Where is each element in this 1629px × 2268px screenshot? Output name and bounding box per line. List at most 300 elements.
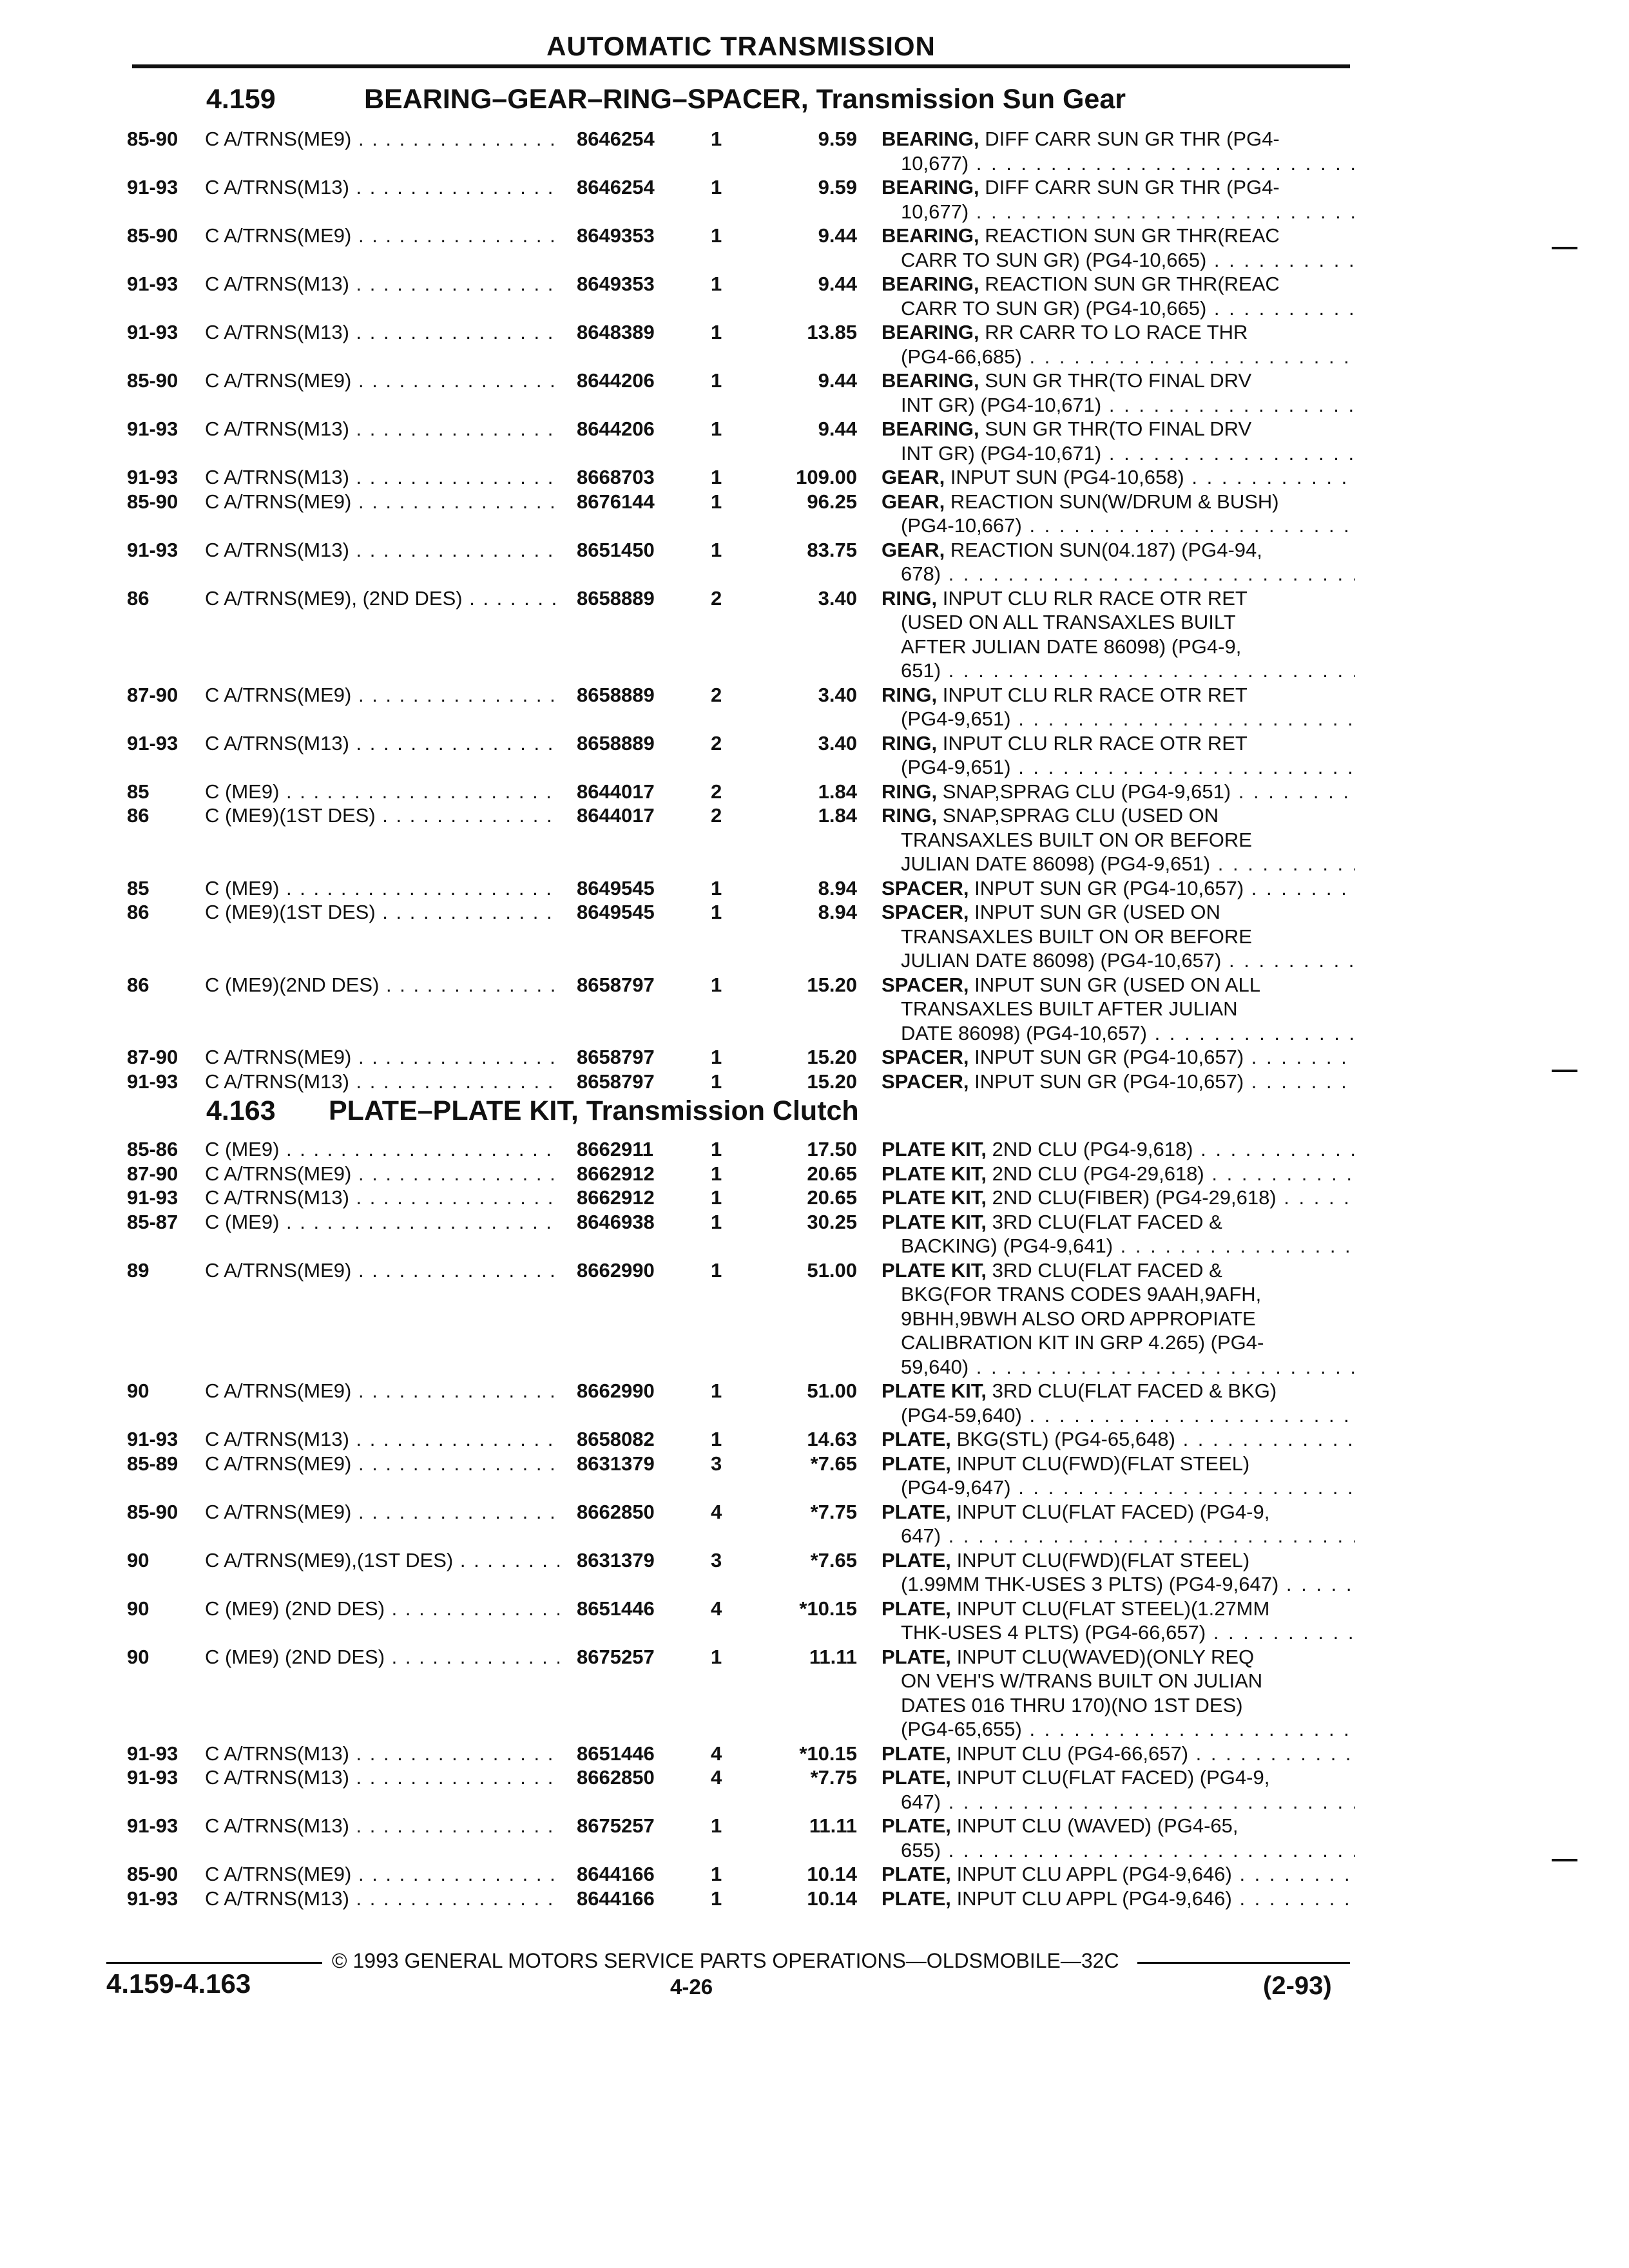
model-years: 85 xyxy=(127,780,149,803)
part-description xyxy=(882,1379,1355,1427)
description-text: INT GR) (PG4-10,671) xyxy=(901,393,1102,416)
usage-code: C (ME9) . . . xyxy=(205,1137,559,1162)
quantity: 1 xyxy=(711,1863,722,1885)
part-name: BEARING, xyxy=(882,273,979,295)
description-text: INPUT CLU APPL (PG4-9,646) xyxy=(956,1887,1232,1910)
part-description xyxy=(882,1427,1355,1452)
usage-code: C A/TRNS(M13) . . . xyxy=(205,1887,559,1911)
description-line xyxy=(882,1717,1355,1742)
description-text: INPUT CLU (PG4-66,657) xyxy=(956,1742,1189,1765)
description-text: (PG4-10,667) xyxy=(901,514,1022,537)
unit-price: 9.44 xyxy=(818,418,857,440)
part-name: RING, xyxy=(882,683,938,706)
description-text: 647) xyxy=(901,1790,941,1813)
description-text: INPUT CLU(FWD)(FLAT STEEL) xyxy=(956,1452,1250,1475)
description-line xyxy=(882,296,1355,321)
quantity: 1 xyxy=(711,1210,722,1233)
part-number: 8646254 xyxy=(577,128,655,150)
part-description xyxy=(882,780,1355,804)
part-description xyxy=(882,320,1355,369)
description-line xyxy=(882,828,1355,852)
part-name: RING, xyxy=(882,804,938,827)
part-name: PLATE, xyxy=(882,1500,951,1523)
quantity: 3 xyxy=(711,1548,722,1571)
part-number: 8662911 xyxy=(577,1138,653,1160)
part-name: PLATE KIT, xyxy=(882,1210,987,1233)
model-years: 91-93 xyxy=(127,321,178,343)
model-years: 85 xyxy=(127,876,149,899)
unit-price: 9.59 xyxy=(818,176,857,198)
unit-price: 109.00 xyxy=(796,466,857,488)
unit-price: 15.20 xyxy=(807,973,857,996)
model-years: 91-93 xyxy=(127,1070,178,1093)
part-name: BEARING, xyxy=(882,128,979,150)
description-line xyxy=(882,1307,1355,1331)
part-number: 8658797 xyxy=(577,973,655,996)
description-line xyxy=(882,900,1355,925)
description-line xyxy=(882,1210,1355,1235)
quantity: 1 xyxy=(711,1379,722,1402)
description-line xyxy=(882,465,1355,490)
description-text: 3RD CLU(FLAT FACED & BKG) xyxy=(992,1379,1277,1402)
description-line xyxy=(882,1790,1355,1814)
model-years: 85-89 xyxy=(127,1452,178,1475)
description-text: DIFF CARR SUN GR THR (PG4- xyxy=(985,176,1280,198)
unit-price: 83.75 xyxy=(807,538,857,561)
description-text: (PG4-9,651) xyxy=(901,756,1011,778)
part-number: 8644166 xyxy=(577,1863,655,1885)
unit-price: 9.59 xyxy=(818,128,857,150)
usage-code: C A/TRNS(ME9) . . . xyxy=(205,490,559,514)
usage-code: C A/TRNS(ME9) . . . xyxy=(205,369,559,393)
part-description xyxy=(882,1186,1355,1210)
quantity: 1 xyxy=(711,176,722,198)
unit-price: *10.15 xyxy=(799,1742,857,1765)
quantity: 1 xyxy=(711,538,722,561)
quantity: 2 xyxy=(711,731,722,754)
description-text: (PG4-9,651) xyxy=(901,707,1011,730)
model-years: 91-93 xyxy=(127,1428,178,1450)
copyright-notice: © 1993 GENERAL MOTORS SERVICE PARTS OPERATIONS—OLDSMOBILE—32C xyxy=(332,1949,1119,1972)
description-text: INPUT CLU(FLAT STEEL)(1.27MM xyxy=(956,1597,1270,1620)
part-name: GEAR, xyxy=(882,466,945,488)
usage-code: C A/TRNS(ME9) . . . xyxy=(205,683,559,707)
description-text: 651) xyxy=(901,659,941,682)
part-name: GEAR, xyxy=(882,490,945,513)
model-years: 91-93 xyxy=(127,1887,178,1910)
part-description xyxy=(882,1500,1355,1548)
description-line xyxy=(882,393,1355,418)
usage-code: C A/TRNS(ME9) . . . xyxy=(205,1500,559,1524)
quantity: 2 xyxy=(711,780,722,803)
usage-code: C A/TRNS(ME9), (2ND DES) . . . xyxy=(205,586,559,611)
description-line xyxy=(882,1427,1355,1452)
description-line xyxy=(882,1186,1355,1210)
quantity: 1 xyxy=(711,1428,722,1450)
description-text: INPUT SUN GR (PG4-10,657) xyxy=(974,1070,1244,1093)
part-number: 8658889 xyxy=(577,731,655,754)
description-text: (PG4-9,647) xyxy=(901,1476,1011,1499)
quantity: 1 xyxy=(711,1814,722,1837)
description-line xyxy=(882,1742,1355,1766)
part-description xyxy=(882,1742,1355,1766)
part-number: 8658797 xyxy=(577,1046,655,1068)
description-line xyxy=(882,658,1355,683)
part-name: PLATE, xyxy=(882,1597,951,1620)
description-text: 10,677) xyxy=(901,200,969,223)
description-text: 678) xyxy=(901,562,941,585)
part-name: BEARING, xyxy=(882,176,979,198)
section-range: 4.159-4.163 xyxy=(106,1968,251,1999)
model-years: 90 xyxy=(127,1597,149,1620)
part-number: 8649353 xyxy=(577,273,655,295)
usage-code: C A/TRNS(ME9),(1ST DES) . . . xyxy=(205,1548,559,1573)
description-line xyxy=(882,127,1355,151)
model-years: 85-86 xyxy=(127,1138,178,1160)
description-text: 2ND CLU (PG4-29,618) xyxy=(992,1162,1204,1185)
description-line xyxy=(882,1862,1355,1887)
model-years: 87-90 xyxy=(127,1046,178,1068)
part-name: PLATE KIT, xyxy=(882,1186,987,1209)
description-text: AFTER JULIAN DATE 86098) (PG4-9, xyxy=(901,635,1242,658)
description-text: SUN GR THR(TO FINAL DRV xyxy=(985,418,1252,440)
description-line xyxy=(882,1379,1355,1403)
description-text: REACTION SUN(W/DRUM & BUSH) xyxy=(950,490,1279,513)
quantity: 1 xyxy=(711,1070,722,1093)
description-text: INPUT SUN (PG4-10,658) xyxy=(950,466,1184,488)
page-number: 4-26 xyxy=(670,1975,713,1999)
unit-price: 11.11 xyxy=(809,1645,857,1668)
part-description xyxy=(882,683,1355,731)
part-description xyxy=(882,490,1355,538)
model-years: 85-90 xyxy=(127,1863,178,1885)
unit-price: 51.00 xyxy=(807,1379,857,1402)
description-text: INPUT SUN GR (PG4-10,657) xyxy=(974,876,1244,899)
description-text: SNAP,SPRAG CLU (PG4-9,651) xyxy=(942,780,1231,803)
description-line xyxy=(882,1258,1355,1283)
unit-price: 51.00 xyxy=(807,1258,857,1282)
description-text: INPUT SUN GR (USED ON ALL xyxy=(974,973,1260,996)
footer-rule-right xyxy=(1137,1962,1350,1964)
quantity: 1 xyxy=(711,901,722,923)
description-text: REACTION SUN(04.187) (PG4-94, xyxy=(950,538,1262,561)
description-line xyxy=(882,417,1355,441)
description-text: (PG4-66,685) xyxy=(901,345,1022,368)
part-description xyxy=(882,803,1355,876)
description-text: REACTION SUN GR THR(REAC xyxy=(985,224,1280,247)
part-description xyxy=(882,1597,1355,1645)
quantity: 1 xyxy=(711,418,722,440)
quantity: 4 xyxy=(711,1742,722,1765)
part-name: PLATE, xyxy=(882,1548,951,1571)
part-name: PLATE KIT, xyxy=(882,1379,987,1402)
description-text: TRANSAXLES BUILT ON OR BEFORE xyxy=(901,828,1252,851)
quantity: 2 xyxy=(711,804,722,827)
usage-code: C A/TRNS(ME9) . . . xyxy=(205,127,559,151)
model-years: 90 xyxy=(127,1548,149,1571)
unit-price: 10.14 xyxy=(807,1887,857,1910)
description-line xyxy=(882,175,1355,200)
part-number: 8644017 xyxy=(577,804,655,827)
description-line xyxy=(882,1645,1355,1669)
description-text: CALIBRATION KIT IN GRP 4.265) (PG4- xyxy=(901,1331,1264,1354)
usage-code: C (ME9)(2ND DES) . . . xyxy=(205,973,559,997)
usage-code: C A/TRNS(ME9) . . . xyxy=(205,1162,559,1186)
quantity: 1 xyxy=(711,273,722,295)
part-number: 8651446 xyxy=(577,1597,655,1620)
usage-code: C A/TRNS(ME9) . . . xyxy=(205,224,559,248)
part-number: 8644017 xyxy=(577,780,655,803)
part-description xyxy=(882,1862,1355,1887)
usage-code: C A/TRNS(M13) . . . xyxy=(205,320,559,345)
description-line xyxy=(882,610,1355,635)
part-description xyxy=(882,224,1355,272)
description-text: INPUT CLU RLR RACE OTR RET xyxy=(942,731,1248,754)
description-text: DATES 016 THRU 170)(NO 1ST DES) xyxy=(901,1693,1243,1716)
model-years: 91-93 xyxy=(127,273,178,295)
usage-code: C A/TRNS(M13) . . . xyxy=(205,417,559,441)
description-text: INPUT CLU(FLAT FACED) (PG4-9, xyxy=(956,1766,1270,1789)
part-number: 8662912 xyxy=(577,1162,655,1185)
quantity: 1 xyxy=(711,1162,722,1185)
part-description xyxy=(882,538,1355,586)
part-name: SPACER, xyxy=(882,1046,969,1068)
model-years: 91-93 xyxy=(127,418,178,440)
running-header: AUTOMATIC TRANSMISSION xyxy=(546,31,936,61)
description-line xyxy=(882,1475,1355,1500)
description-line xyxy=(882,151,1355,176)
description-text: 3RD CLU(FLAT FACED & xyxy=(992,1258,1222,1282)
description-line xyxy=(882,1282,1355,1307)
part-number: 8662990 xyxy=(577,1379,655,1402)
part-name: PLATE, xyxy=(882,1645,951,1668)
description-line xyxy=(882,731,1355,756)
model-years: 90 xyxy=(127,1645,149,1668)
part-number: 8644166 xyxy=(577,1887,655,1910)
description-line xyxy=(882,441,1355,466)
model-years: 86 xyxy=(127,973,149,996)
description-text: 59,640) xyxy=(901,1355,969,1378)
quantity: 1 xyxy=(711,466,722,488)
part-name: PLATE, xyxy=(882,1742,951,1765)
quantity: 1 xyxy=(711,224,722,247)
description-line xyxy=(882,1162,1355,1186)
description-text: REACTION SUN GR THR(REAC xyxy=(985,273,1280,295)
description-text: TRANSAXLES BUILT ON OR BEFORE xyxy=(901,925,1252,948)
part-name: BEARING, xyxy=(882,369,979,392)
description-line xyxy=(882,707,1355,731)
usage-code: C A/TRNS(M13) . . . xyxy=(205,1070,559,1094)
unit-price: 15.20 xyxy=(807,1070,857,1093)
description-text: INPUT CLU APPL (PG4-9,646) xyxy=(956,1863,1232,1885)
header-rule xyxy=(132,64,1350,68)
part-name: SPACER, xyxy=(882,1070,969,1093)
part-description xyxy=(882,417,1355,465)
description-line xyxy=(882,997,1355,1021)
description-text: RR CARR TO LO RACE THR xyxy=(985,321,1248,343)
description-line xyxy=(882,1838,1355,1863)
model-years: 85-90 xyxy=(127,128,178,150)
quantity: 1 xyxy=(711,876,722,899)
description-line xyxy=(882,248,1355,273)
description-text: ON VEH'S W/TRANS BUILT ON JULIAN xyxy=(901,1669,1263,1692)
description-text: CARR TO SUN GR) (PG4-10,665) xyxy=(901,296,1207,320)
quantity: 1 xyxy=(711,369,722,392)
part-description xyxy=(882,272,1355,320)
usage-code: C A/TRNS(M13) . . . xyxy=(205,1427,559,1452)
description-line xyxy=(882,538,1355,562)
unit-price: 15.20 xyxy=(807,1046,857,1068)
model-years: 89 xyxy=(127,1258,149,1282)
usage-code: C A/TRNS(M13) . . . xyxy=(205,538,559,562)
description-line xyxy=(882,1765,1355,1790)
description-line xyxy=(882,852,1355,876)
description-line xyxy=(882,1524,1355,1548)
part-number: 8662990 xyxy=(577,1258,655,1282)
description-line xyxy=(882,490,1355,514)
unit-price: 20.65 xyxy=(807,1162,857,1185)
description-text: 3RD CLU(FLAT FACED & xyxy=(992,1210,1222,1233)
part-number: 8662850 xyxy=(577,1766,655,1789)
quantity: 1 xyxy=(711,1046,722,1068)
quantity: 1 xyxy=(711,1186,722,1209)
description-text: JULIAN DATE 86098) (PG4-9,651) xyxy=(901,852,1211,875)
revision-date: (2-93) xyxy=(1263,1972,1332,2000)
description-text: INPUT CLU RLR RACE OTR RET xyxy=(942,683,1248,706)
usage-code: C A/TRNS(ME9) . . . xyxy=(205,1379,559,1403)
usage-code: C A/TRNS(M13) . . . xyxy=(205,272,559,296)
description-line xyxy=(882,1452,1355,1476)
part-description xyxy=(882,1887,1355,1911)
part-name: RING, xyxy=(882,731,938,754)
part-number: 8676144 xyxy=(577,490,655,513)
usage-code: C (ME9)(1ST DES) . . . xyxy=(205,900,559,925)
part-description xyxy=(882,1258,1355,1379)
usage-code: C A/TRNS(M13) . . . xyxy=(205,1186,559,1210)
description-line xyxy=(882,1887,1355,1911)
unit-price: 3.40 xyxy=(818,586,857,610)
description-text: 9BHH,9BWH ALSO ORD APPROPIATE xyxy=(901,1307,1256,1330)
description-line xyxy=(882,514,1355,538)
usage-code: C A/TRNS(ME9) . . . xyxy=(205,1258,559,1283)
unit-price: *10.15 xyxy=(799,1597,857,1620)
description-line xyxy=(882,803,1355,828)
model-years: 86 xyxy=(127,586,149,610)
description-line xyxy=(882,586,1355,611)
part-number: 8649353 xyxy=(577,224,655,247)
part-description xyxy=(882,900,1355,973)
part-name: SPACER, xyxy=(882,973,969,996)
part-number: 8662912 xyxy=(577,1186,655,1209)
description-line xyxy=(882,369,1355,393)
quantity: 1 xyxy=(711,973,722,996)
description-line xyxy=(882,1070,1355,1094)
description-line xyxy=(882,925,1355,949)
usage-code: C A/TRNS(M13) . . . xyxy=(205,175,559,200)
part-number: 8658889 xyxy=(577,586,655,610)
description-line xyxy=(882,635,1355,659)
description-text: INPUT CLU(FWD)(FLAT STEEL) xyxy=(956,1548,1250,1571)
part-description xyxy=(882,1137,1355,1162)
usage-code: C A/TRNS(M13) . . . xyxy=(205,465,559,490)
description-line xyxy=(882,1045,1355,1070)
model-years: 85-90 xyxy=(127,490,178,513)
description-line xyxy=(882,1669,1355,1693)
part-description xyxy=(882,369,1355,417)
part-description xyxy=(882,1070,1355,1094)
part-number: 8648389 xyxy=(577,321,655,343)
quantity: 4 xyxy=(711,1500,722,1523)
description-line xyxy=(882,973,1355,997)
description-line xyxy=(882,1355,1355,1379)
part-name: PLATE KIT, xyxy=(882,1138,987,1160)
description-line xyxy=(882,876,1355,901)
unit-price: 13.85 xyxy=(807,321,857,343)
unit-price: 17.50 xyxy=(807,1138,857,1160)
description-text: 2ND CLU(FIBER) (PG4-29,618) xyxy=(992,1186,1277,1209)
model-years: 91-93 xyxy=(127,176,178,198)
part-description xyxy=(882,1645,1355,1742)
description-text: SUN GR THR(TO FINAL DRV xyxy=(985,369,1252,392)
usage-code: C (ME9) . . . xyxy=(205,780,559,804)
description-line xyxy=(882,200,1355,224)
footer-rule-left xyxy=(106,1962,322,1964)
usage-code: C A/TRNS(M13) . . . xyxy=(205,731,559,756)
model-years: 91-93 xyxy=(127,1766,178,1789)
description-line xyxy=(882,345,1355,369)
description-line xyxy=(882,1500,1355,1524)
description-line xyxy=(882,1620,1355,1645)
usage-code: C A/TRNS(ME9) . . . xyxy=(205,1045,559,1070)
quantity: 2 xyxy=(711,586,722,610)
part-number: 8668703 xyxy=(577,466,655,488)
description-text: THK-USES 4 PLTS) (PG4-66,657) xyxy=(901,1621,1206,1644)
description-line xyxy=(882,320,1355,345)
quantity: 1 xyxy=(711,1258,722,1282)
margin-tick xyxy=(1552,1070,1577,1072)
model-years: 85-90 xyxy=(127,369,178,392)
quantity: 1 xyxy=(711,490,722,513)
model-years: 85-90 xyxy=(127,224,178,247)
description-text: 647) xyxy=(901,1524,941,1547)
part-description xyxy=(882,1045,1355,1070)
quantity: 1 xyxy=(711,1138,722,1160)
description-line xyxy=(882,562,1355,586)
description-text: JULIAN DATE 86098) (PG4-10,657) xyxy=(901,949,1222,972)
unit-price: 3.40 xyxy=(818,731,857,754)
usage-code: C A/TRNS(ME9) . . . xyxy=(205,1452,559,1476)
unit-price: 20.65 xyxy=(807,1186,857,1209)
part-number: 8658082 xyxy=(577,1428,655,1450)
part-number: 8675257 xyxy=(577,1814,655,1837)
part-description xyxy=(882,731,1355,780)
part-name: GEAR, xyxy=(882,538,945,561)
part-number: 8649545 xyxy=(577,876,655,899)
description-line xyxy=(882,1137,1355,1162)
description-line xyxy=(882,780,1355,804)
part-name: PLATE KIT, xyxy=(882,1162,987,1185)
quantity: 4 xyxy=(711,1766,722,1789)
part-name: PLATE KIT, xyxy=(882,1258,987,1282)
quantity: 1 xyxy=(711,128,722,150)
quantity: 2 xyxy=(711,683,722,706)
part-description xyxy=(882,1452,1355,1500)
description-text: (PG4-65,655) xyxy=(901,1718,1022,1740)
model-years: 85-87 xyxy=(127,1210,178,1233)
unit-price: 1.84 xyxy=(818,780,857,803)
description-text: BACKING) (PG4-9,641) xyxy=(901,1235,1113,1257)
part-name: BEARING, xyxy=(882,224,979,247)
